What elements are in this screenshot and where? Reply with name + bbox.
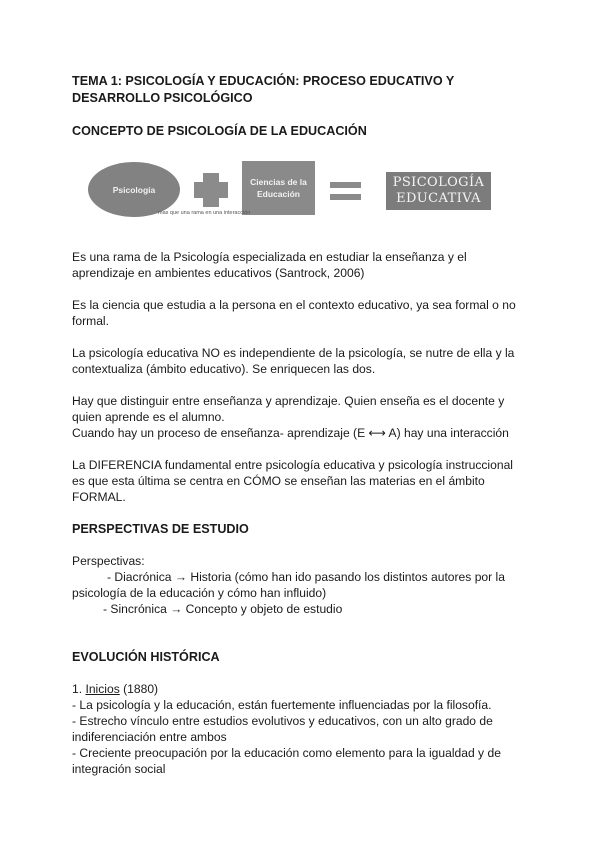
ciencias-educacion-box bbox=[242, 161, 315, 215]
psicologia-oval bbox=[88, 162, 180, 217]
perspectivas-intro: Perspectivas: bbox=[72, 554, 145, 568]
equals-icon bbox=[330, 182, 361, 188]
perspectiva-diacronica-line2: psicología de la educación y cómo han influido) bbox=[72, 586, 327, 600]
paragraph-3-line2: contextualiza (ámbito educativo). Se enriquecen las dos. bbox=[72, 362, 376, 376]
paragraph-2-line1: Es la ciencia que estudia a la persona en el contexto educativo, ya sea formal o no bbox=[72, 298, 516, 312]
perspectiva-diacronica-line1: - Diacrónica → Historia (cómo han ido pasando los distintos autores por la bbox=[107, 570, 505, 584]
paragraph-3-line1: La psicología educativa NO es independiente de la psicología, se nutre de ella y la bbox=[72, 346, 515, 360]
inicios-item-2-line1: - Estrecho vínculo entre estudios evolutivos y educativos, con un alto grado de bbox=[72, 714, 493, 728]
inicios-number: 1. bbox=[72, 682, 83, 696]
paragraph-5-line1: La DIFERENCIA fundamental entre psicología educativa y psicología instruccional bbox=[72, 458, 513, 472]
document-title-line2: DESARROLLO PSICOLÓGICO bbox=[72, 91, 253, 105]
paragraph-4-line1: Hay que distinguir entre enseñanza y aprendizaje. Quien enseña es el docente y bbox=[72, 394, 505, 408]
inicios-item-2-line2: indiferenciación entre ambos bbox=[72, 730, 227, 744]
section-heading-perspectivas: PERSPECTIVAS DE ESTUDIO bbox=[72, 522, 249, 536]
paragraph-5-line3: FORMAL. bbox=[72, 490, 126, 504]
inicios-label: Inicios bbox=[85, 682, 120, 696]
paragraph-5-line2: es que esta última se centra en CÓMO se enseñan las materias en el ámbito bbox=[72, 474, 485, 488]
result-line1: PSICOLOGÍA bbox=[392, 175, 485, 190]
ciencias-box-line1: Ciencias de la bbox=[250, 177, 307, 187]
ciencias-box-line2: Educación bbox=[257, 189, 300, 199]
inicios-item-3-line2: integración social bbox=[72, 762, 166, 776]
paragraph-4-line2: quien aprende es el alumno. bbox=[72, 410, 225, 424]
inicios-item-1: - La psicología y la educación, están fuertemente influenciadas por la filosofía. bbox=[72, 698, 492, 712]
inicios-year: (1880) bbox=[123, 682, 159, 696]
section-heading-evolucion: EVOLUCIÓN HISTÓRICA bbox=[72, 650, 220, 664]
paragraph-1-line2: aprendizaje en ambientes educativos (Santrock, 2006) bbox=[72, 266, 365, 280]
concept-diagram bbox=[72, 156, 532, 228]
inicios-item-3-line1: - Creciente preocupación por la educación como elemento para la igualdad y de bbox=[72, 746, 501, 760]
psicologia-oval-label: Psicología bbox=[112, 184, 156, 195]
equals-icon-bar bbox=[330, 194, 361, 200]
paragraph-4-line3: Cuando hay un proceso de enseñanza- aprendizaje (E ⟷ A) hay una interacción bbox=[72, 426, 509, 440]
document-title-line1: TEMA 1: PSICOLOGÍA Y EDUCACIÓN: PROCESO EDUCATIVO Y bbox=[72, 74, 455, 88]
paragraph-1-line1: Es una rama de la Psicología especializada en estudiar la enseñanza y el bbox=[72, 250, 467, 264]
result-line2: EDUCATIVA bbox=[396, 191, 481, 206]
section-heading-concepto: CONCEPTO DE PSICOLOGÍA DE LA EDUCACIÓN bbox=[72, 124, 367, 138]
inicios-heading bbox=[72, 681, 158, 697]
paragraph-2-line2: formal. bbox=[72, 314, 109, 328]
perspectiva-sincronica: - Sincrónica → Concepto y objeto de estudio bbox=[103, 602, 343, 616]
diagram-caption: mas que una rama en una interacción bbox=[158, 210, 251, 216]
plus-icon-bar bbox=[194, 182, 228, 198]
psicologia-educativa-box bbox=[386, 172, 491, 210]
